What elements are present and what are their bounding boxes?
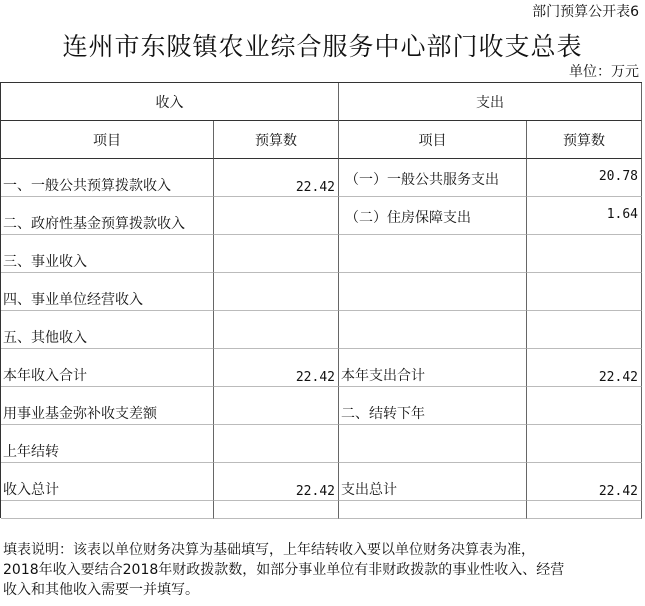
expense-row-label (339, 311, 527, 349)
income-row-label: 上年结转 (1, 425, 214, 463)
empty-row-cell (527, 501, 642, 519)
expense-row-label (339, 235, 527, 273)
expense-grand-total-label: 支出总计 (339, 463, 527, 501)
expense-row-value (527, 235, 642, 273)
unit-label: 单位：万元 (569, 64, 639, 80)
expense-row-label: 二、结转下年 (339, 387, 527, 425)
income-item-header: 项目 (1, 121, 214, 159)
income-row-value (214, 235, 339, 273)
note-line: 2018年收入要结合2018年财政拨款数，如部分事业单位有非财政拨款的事业性收入、经营 (3, 562, 565, 578)
expense-row-label: （二）住房保障支出 (339, 197, 527, 235)
expense-header: 支出 (339, 83, 642, 121)
empty-row-cell (339, 501, 527, 519)
empty-row-cell (214, 501, 339, 519)
income-row-label: 一、一般公共预算拨款收入 (1, 159, 214, 197)
empty-row-cell (1, 501, 214, 519)
expense-row-label (339, 425, 527, 463)
expense-item-header: 项目 (339, 121, 527, 159)
income-row-value (214, 197, 339, 235)
filling-instructions (3, 540, 643, 600)
income-row-label: 四、事业单位经营收入 (1, 273, 214, 311)
income-row-value (214, 425, 339, 463)
income-budget-header: 预算数 (214, 121, 339, 159)
expense-row-value (527, 273, 642, 311)
income-row-value (214, 387, 339, 425)
page-title: 连州市东陂镇农业综合服务中心部门收支总表 (62, 32, 583, 61)
budget-table (0, 82, 642, 518)
income-row-label: 二、政府性基金预算拨款收入 (1, 197, 214, 235)
income-grand-total-value: 22.42 (214, 463, 339, 501)
expense-total-label: 本年支出合计 (339, 349, 527, 387)
income-grand-total-label: 收入总计 (1, 463, 214, 501)
expense-row-value (527, 387, 642, 425)
expense-row-value: 20.78 (527, 159, 642, 197)
expense-row-value: 1.64 (527, 197, 642, 235)
expense-grand-total-value: 22.42 (527, 463, 642, 501)
income-row-label: 用事业基金弥补收支差额 (1, 387, 214, 425)
form-number-tag: 部门预算公开表6 (532, 4, 639, 20)
income-row-value (214, 311, 339, 349)
income-row-label: 三、事业收入 (1, 235, 214, 273)
expense-total-value: 22.42 (527, 349, 642, 387)
expense-budget-header: 预算数 (527, 121, 642, 159)
income-total-value: 22.42 (214, 349, 339, 387)
income-row-label: 五、其他收入 (1, 311, 214, 349)
income-row-value: 22.42 (214, 159, 339, 197)
expense-row-value (527, 425, 642, 463)
income-header: 收入 (1, 83, 339, 121)
note-line: 填表说明：该表以单位财务决算为基础填写，上年结转收入要以单位财务决算表为准， (3, 542, 535, 558)
note-line: 收入和其他收入需要一并填写。 (3, 582, 199, 598)
income-row-value (214, 273, 339, 311)
expense-row-label: （一）一般公共服务支出 (339, 159, 527, 197)
expense-row-value (527, 311, 642, 349)
expense-row-label (339, 273, 527, 311)
income-total-label: 本年收入合计 (1, 349, 214, 387)
